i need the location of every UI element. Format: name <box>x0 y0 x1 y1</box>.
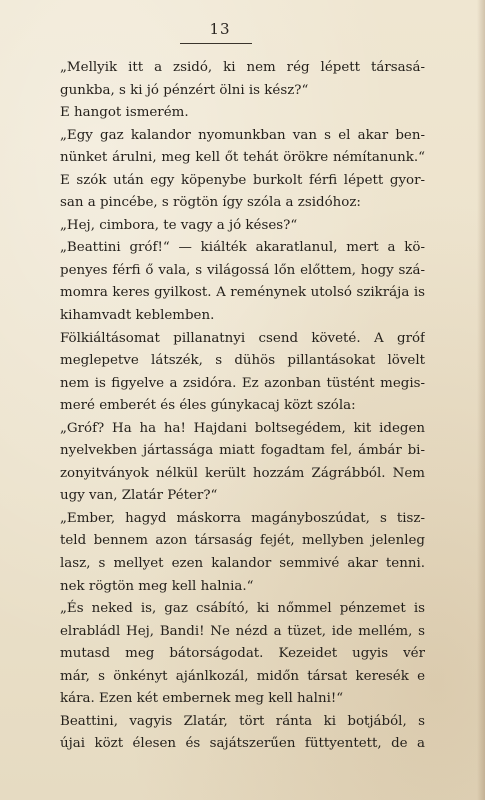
text-line: nyelvekben jártassága miatt fogadtam fel, ámbár bi- <box>60 443 425 459</box>
text-line: lasz, s mellyet ezen kalandor semmivé akar tenni. <box>60 556 425 572</box>
header-rule <box>180 43 252 44</box>
text-line: nünket árulni, meg kell őt tehát örökre némítanunk.“ <box>60 150 425 166</box>
text-line: nem is figyelve a zsidóra. Ez azonban tüstént megis- <box>60 375 425 391</box>
text-line: „Mellyik itt a zsidó, ki nem rég lépett társasá- <box>60 60 425 75</box>
text-line: kára. Ezen két embernek meg kell halni!“ <box>60 691 344 707</box>
text-line: penyes férfi ő vala, s világossá lőn előttem, hogy szá- <box>60 262 425 278</box>
page-number: 13 <box>209 20 231 38</box>
text-line: gunkba, s ki jó pénzért ölni is kész?“ <box>60 82 309 98</box>
text-line: „Beattini gróf!“ — kiálték akaratlanul, mert a kö- <box>60 240 425 256</box>
text-line: már, s önkényt ajánlkozál, midőn társat keresék e <box>60 668 425 684</box>
text-line: meglepetve látszék, s dühös pillantásokat lövelt <box>60 353 425 369</box>
text-line: elrabládl Hej, Bandi! Ne nézd a tüzet, ide mellém, s <box>60 623 425 639</box>
text-line: ugy van, Zlatár Péter?“ <box>60 488 218 504</box>
text-line: „Hej, cimbora, te vagy a jó késes?“ <box>60 217 298 233</box>
text-line: Fölkiáltásomat pillanatnyi csend követé. A gróf <box>60 330 425 346</box>
text-line: teld bennem azon társaság fejét, mellyben jelenleg <box>60 533 425 549</box>
text-line: „Ember, hagyd máskorra magányboszúdat, s tisz- <box>60 510 425 526</box>
text-line: san a pincébe, s rögtön így szóla a zsidóhoz: <box>60 195 361 211</box>
text-line: E szók után egy köpenybe burkolt férfi lépett gyor- <box>60 172 425 188</box>
body-text <box>60 57 425 756</box>
text-line: „Egy gaz kalandor nyomunkban van s el akar ben- <box>60 127 425 143</box>
text-line: „És neked is, gaz csábító, ki nőmmel pénzemet is <box>60 601 425 617</box>
text-line: „Gróf? Ha ha ha! Hajdani boltsegédem, kit idegen <box>60 420 425 436</box>
text-line: nek rögtön meg kell halnia.“ <box>60 578 254 594</box>
text-line: momra keres gyilkost. A reménynek utolsó szikrája is <box>60 285 425 301</box>
text-line: mutasd meg bátorságodat. Kezeidet ugyis vér <box>60 646 425 662</box>
text-line: zonyitványok nélkül került hozzám Zágrábból. Nem <box>60 465 425 481</box>
text-line: Beattini, vagyis Zlatár, tört ránta ki botjából, s <box>60 713 425 729</box>
text-line: meré emberét és éles gúnykacaj közt szóla: <box>60 398 356 414</box>
page-spine-shadow <box>477 0 485 800</box>
text-line: újai közt élesen és sajátszerűen füttyentett, de a <box>60 736 425 752</box>
text-line: E hangot ismerém. <box>60 105 189 121</box>
text-line: kihamvadt keblemben. <box>60 308 215 324</box>
